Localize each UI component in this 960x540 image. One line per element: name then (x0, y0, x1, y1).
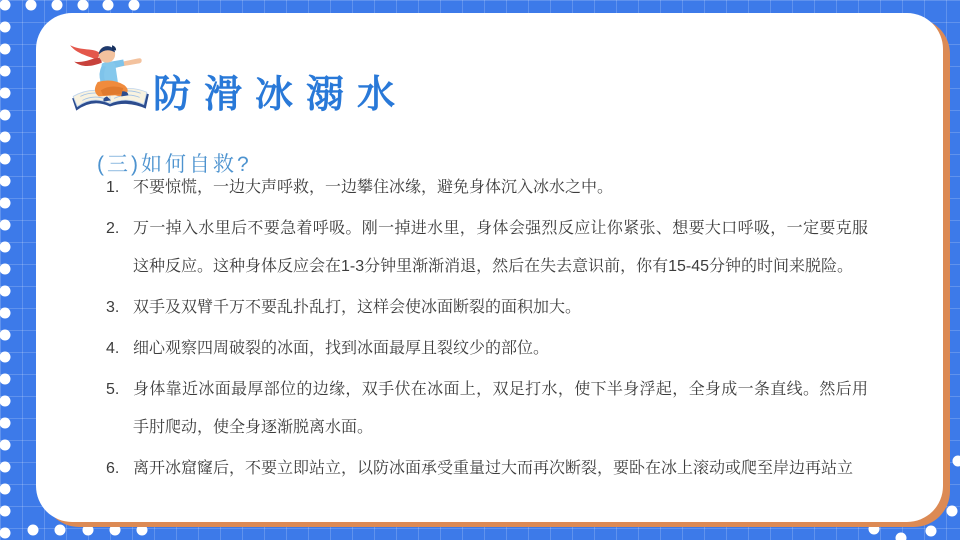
polka-dot (0, 374, 11, 385)
polka-dot (52, 0, 63, 11)
polka-dot (0, 506, 11, 517)
list-item-text: 双手及双臂千万不要乱扑乱打，这样会使冰面断裂的面积加大。 (133, 299, 582, 316)
list-item-number: 1. (106, 179, 120, 196)
polka-dot (28, 525, 39, 536)
polka-dot (0, 264, 11, 275)
polka-dot (0, 352, 11, 363)
list-item-text: 万一掉入水里后不要急着呼吸。刚一掉进水里，身体会强烈反应让你紧张、想要大口呼吸，一定要克服这种反应。这种身体反应会在1-3分钟里渐渐消退，然后在失去意识前，你有15-45分钟的时间来脱险。 (133, 220, 868, 275)
polka-dot (83, 525, 94, 536)
polka-dot (926, 526, 937, 537)
list-item-number: 4. (106, 340, 120, 357)
list-item (106, 371, 868, 447)
polka-dot (0, 418, 11, 429)
list-item-text: 不要惊慌，一边大声呼救，一边攀住冰缘，避免身体沉入冰水之中。 (133, 179, 614, 196)
polka-dot (78, 0, 89, 11)
boy-on-book-illustration (64, 41, 156, 121)
list-item (106, 169, 868, 207)
slide-title: 防滑冰溺水 (153, 74, 409, 116)
polka-dot (0, 66, 11, 77)
content-card (36, 13, 943, 522)
list-item-text: 身体靠近冰面最厚部位的边缘，双手伏在冰面上，双足打水，使下半身浮起，全身成一条直线。然后用手肘爬动，使全身逐渐脱离水面。 (133, 381, 868, 436)
list-item-text: 离开冰窟窿后，不要立即站立，以防冰面承受重量过大而再次断裂，要卧在冰上滚动或爬至岸边再站立 (133, 460, 854, 477)
polka-dot (0, 22, 11, 33)
list-item-number: 5. (106, 381, 120, 398)
polka-dot (0, 308, 11, 319)
polka-dot (0, 198, 11, 209)
polka-dot (0, 110, 11, 121)
polka-dot (137, 525, 148, 536)
polka-dot (0, 484, 11, 495)
polka-dot (0, 330, 11, 341)
polka-dot (0, 242, 11, 253)
list-item-number: 6. (106, 460, 120, 477)
polka-dot (0, 220, 11, 231)
polka-dot (0, 44, 11, 55)
list-item-text: 细心观察四周破裂的冰面，找到冰面最厚且裂纹少的部位。 (133, 340, 550, 357)
polka-dot (0, 154, 11, 165)
polka-dot (0, 528, 11, 539)
list-item (106, 450, 868, 488)
list-item-number: 2. (106, 220, 120, 237)
polka-dot (0, 440, 11, 451)
polka-dot (896, 533, 907, 540)
polka-dot (0, 396, 11, 407)
polka-dot (55, 525, 66, 536)
list-item-number: 3. (106, 299, 120, 316)
list-item (106, 289, 868, 327)
list-item (106, 210, 868, 286)
list-item (106, 330, 868, 368)
polka-dot (869, 524, 880, 535)
polka-dot (0, 132, 11, 143)
polka-dot (0, 88, 11, 99)
polka-dot (0, 176, 11, 187)
polka-dot (0, 462, 11, 473)
polka-dot (129, 0, 140, 11)
polka-dot (0, 0, 11, 11)
polka-dot (0, 286, 11, 297)
polka-dot (103, 0, 114, 11)
polka-dot (26, 0, 37, 11)
section-subtitle: (三)如何自救? (97, 153, 252, 176)
polka-dot (947, 506, 958, 517)
self-rescue-list (106, 169, 868, 491)
polka-dot (110, 525, 121, 536)
polka-dot (953, 456, 960, 467)
